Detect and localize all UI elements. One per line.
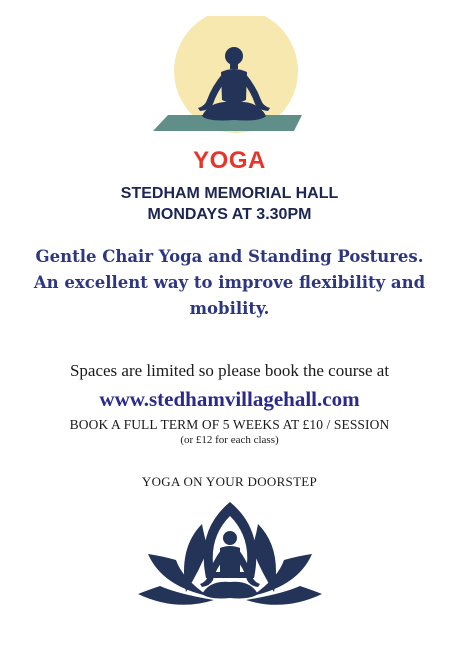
figure-head — [223, 531, 237, 545]
tagline: YOGA ON YOUR DOORSTEP — [141, 474, 318, 489]
website-link[interactable]: www.stedhamvillagehall.com — [99, 387, 360, 411]
figure-torso — [220, 546, 240, 577]
class-description — [20, 244, 439, 322]
description-line: mobility. — [189, 299, 270, 318]
lotus-right-lower-petal — [246, 586, 322, 605]
single-class-price: (or £12 for each class) — [180, 434, 279, 446]
meditating-figure-on-mat-icon — [150, 16, 320, 134]
session-time: MONDAYS AT 3.30PM — [147, 206, 312, 223]
term-offer: BOOK A FULL TERM OF 5 WEEKS AT £10 / SESSION — [69, 417, 390, 432]
figure-legs — [202, 582, 258, 599]
description-line: Gentle Chair Yoga and Standing Postures. — [35, 247, 424, 266]
venue-name: STEDHAM MEMORIAL HALL — [120, 185, 339, 202]
lotus-left-lower-petal — [138, 586, 214, 605]
lotus-meditation-icon — [138, 500, 322, 610]
booking-note: Spaces are limited so please book the course at — [69, 361, 390, 380]
description-line: An excellent way to improve flexibility and — [33, 273, 426, 292]
venue-block — [0, 183, 459, 225]
flyer-title: YOGA — [193, 147, 266, 174]
